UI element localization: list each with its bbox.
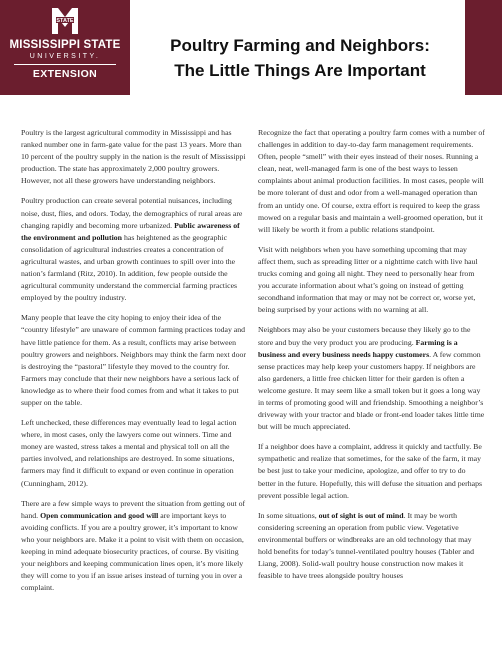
logo-university-name: MISSISSIPPI STATE bbox=[9, 39, 121, 51]
paragraph: Visit with neighbors when you have something upcoming that may affect them, such as spreading litter or a nighttime catch with live haul trucks coming and going all night. They need to personally hear from you accurate information about what’s going on instead of getting secondhand information that may or may not be correct or, worse yet, being surprised by your actions with no warning at all. bbox=[258, 244, 478, 315]
header-accent-band bbox=[465, 0, 502, 95]
bold-phrase: Farming is a business and every business needs happy customers bbox=[258, 337, 458, 359]
paragraph: Poultry is the largest agricultural commodity in Mississippi and has ranked number one in farm-gate value for the past 13 years. More than 10 percent of the poultry supply in the nation is the result of Mississippi production. The state has approximately 2,000 poultry growers. However, not all these growers have understanding neighbors. bbox=[21, 128, 246, 186]
bold-phrase: out of sight is out of mind bbox=[318, 510, 404, 520]
paragraph: There are a few simple ways to prevent the situation from getting out of hand. Open communication and good will are important keys to avoiding conflicts. If you are a poultry grower, it’s important to know who your neighbors are. Make it a point to visit with them on occasion, keeping in mind adequate biosecurity practices, of course. By visiting your neighbors and keeping communication lines open, it’s more likely they will come to you if an issue arises instead of turning you in over a complaint. bbox=[21, 498, 246, 593]
logo-divider bbox=[14, 64, 116, 65]
title-line-2: The Little Things Are Important bbox=[174, 61, 426, 80]
paragraph: Poultry production can create several potential nuisances, including noise, dust, flies, and odors. Today, the demographics of rural areas are changing rapidly and becoming more urbanized. Public awareness of the environment and pollution has heightened as the geographic consolidation of agricultural industries creates a concentration of agricultural wastes, and urban growth continues to spill over into the nation’s farmland (Ritz, 2010). In addition, few people outside the agricultural community understand the commercial farming practices employed by the poultry industry. bbox=[21, 196, 243, 303]
paragraph: If a neighbor does have a complaint, address it quickly and tactfully. Be sympathetic and realize that sometimes, for the sake of the farm, it may be best just to take your medicine, apologize, and offer to try to do better in the future. Hopefully, this will defuse the situation and perhaps prevent possible legal action. bbox=[258, 442, 483, 500]
paragraph: Many people that leave the city hoping to enjoy their idea of the “country lifestyle” are unaware of common farming practices today and have little patience for them. As a result, conflicts may arise between poultry growers and neighbors. Neighbors may think the farm next door is destroying the “pastoral” lifestyle they moved to the country for. Farmers may conclude that their new neighbors have a serious lack of knowledge as to where their food comes from and what it takes to put supper on the table. bbox=[21, 313, 246, 407]
paragraph: Recognize the fact that operating a poultry farm comes with a number of challenges in addition to day-to-day farm management requirements. Often, people “smell” with their eyes instead of their noses. Running a clean, neat, well-managed farm is one of the best ways to lessen complaints about animal production facilities. In most cases, people will be more tolerant of dust and odor from a well-managed operation than from an untidy one. Of course, extra effort is required to keep the grass mowed on a regular basis and maintain a well-groomed operation, but it will likely be worth it from a public relations standpoint. bbox=[258, 128, 485, 234]
paragraph: In some situations, out of sight is out of mind. It may be worth considering screening an operation from public view. Vegetative environmental buffers or windbreaks are an old technology that may hold benefits for today’s tunnel-ventilated poultry houses (Tabler and Liang, 2008). Solid-wall poultry house construction now makes it feasible to have trees alongside poultry houses bbox=[258, 510, 474, 581]
extension-logo bbox=[0, 0, 130, 95]
logo-state-word: STATE bbox=[56, 18, 74, 24]
paragraph: Neighbors may also be your customers because they likely go to the store and buy the very product you are producing. Farming is a business and every business needs happy customers. A few common sense practices may help keep your customers happy. If neighbors are also gardeners, a little free chicken litter for their garden is often a welcome gesture. It may seem like a small token but it goes a long way in terms of promoting good will and friendship. Smoothing a neighbor’s driveway with your tractor and blade or front-end loader takes little time but will be much appreciated. bbox=[258, 325, 485, 432]
right-column bbox=[258, 127, 485, 590]
bold-phrase: Open communication and good will bbox=[40, 510, 159, 520]
msu-m-state-icon bbox=[50, 6, 80, 36]
logo-university-label: UNIVERSITY. bbox=[29, 53, 101, 60]
left-column bbox=[21, 127, 248, 602]
bold-phrase: Public awareness of the environment and pollution bbox=[21, 220, 240, 242]
page-title bbox=[140, 33, 460, 83]
paragraph: Left unchecked, these differences may eventually lead to legal action where, in most cases, only the lawyers come out winners. Time and money are wasted, stress takes a mental and physical toll on all the parties involved, and relationships are destroyed. In some situations, farmers may find it difficult to expand or even continue in operation (Cunningham, 2012). bbox=[21, 418, 237, 488]
title-line-1: Poultry Farming and Neighbors: bbox=[170, 36, 430, 55]
logo-extension-label: EXTENSION bbox=[32, 68, 98, 80]
